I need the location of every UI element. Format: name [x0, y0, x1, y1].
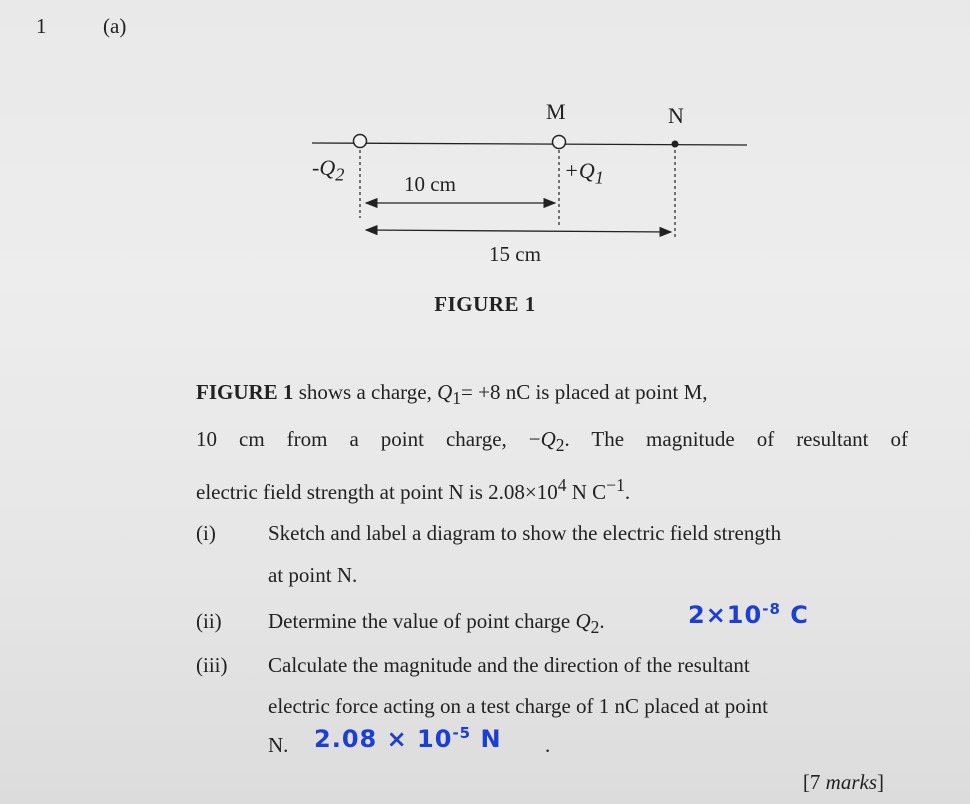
intro-text: 10 cm from a point charge, −	[196, 427, 541, 451]
q-subscript: 1	[452, 388, 462, 409]
label-n: N	[668, 103, 684, 128]
part-iii-dot: .	[545, 733, 551, 757]
part-iii-label: (iii)	[196, 653, 228, 677]
label-m: M	[546, 99, 566, 124]
part-i-label: (i)	[196, 521, 216, 545]
intro-figure-ref: FIGURE 1	[196, 380, 294, 404]
axis-line	[312, 143, 747, 145]
part-i-text-2: at point N.	[268, 563, 358, 587]
answer-iii-unit: N	[471, 725, 502, 753]
part-iii-text-2: electric force acting on a test charge of 1 nC placed at point	[268, 694, 768, 718]
intro-line-1	[196, 380, 708, 409]
arrow-15cm	[366, 230, 671, 232]
charge-q1-marker	[553, 136, 566, 149]
figure-1-diagram	[0, 0, 970, 290]
label-q1	[564, 158, 604, 188]
label-q2	[312, 155, 344, 185]
unit-exponent: −1	[606, 475, 625, 495]
q-subscript: 2	[555, 435, 565, 456]
part-ii-label: (ii)	[196, 609, 222, 633]
answer-ii-base: 2×10	[688, 601, 763, 629]
label-15cm: 15 cm	[489, 242, 541, 266]
figure-caption: FIGURE 1	[434, 292, 536, 316]
marks-text: [7 marks]	[802, 770, 884, 794]
q-subscript: 2	[590, 617, 600, 638]
answer-iii-base: 2.08 × 10	[314, 725, 453, 753]
intro-text: shows a charge,	[293, 380, 438, 404]
charge-q2-marker	[354, 135, 367, 148]
charge-symbol: -Q	[312, 155, 336, 180]
marks-label	[803, 770, 884, 795]
intro-text: electric field strength at point N is 2.08×10	[196, 480, 558, 504]
part-iii-text-3: N.	[268, 733, 289, 757]
handwritten-answer-iii	[314, 724, 502, 753]
intro-line-2	[196, 427, 908, 456]
question-part: (a)	[103, 14, 127, 38]
charge-subscript: 2	[335, 164, 345, 185]
exponent: 4	[557, 475, 567, 495]
answer-iii-exponent: -5	[452, 724, 472, 742]
point-n-dot	[672, 141, 679, 148]
charge-symbol: +Q	[564, 158, 595, 183]
intro-text: = +8 nC is placed at point M,	[461, 380, 708, 404]
marks-word: marks	[825, 770, 877, 794]
answer-ii-unit: C	[780, 601, 809, 629]
part-ii-period: .	[599, 609, 605, 633]
charge-subscript: 1	[594, 167, 604, 188]
q-symbol: Q	[575, 609, 591, 633]
q-symbol: Q	[437, 380, 453, 404]
part-i-text-1: Sketch and label a diagram to show the electric field strength	[268, 521, 782, 545]
intro-text: .	[624, 480, 631, 504]
intro-text: . The magnitude of resultant of	[564, 427, 908, 451]
part-ii-text	[268, 609, 605, 638]
part-ii-question: Determine the value of point charge	[268, 609, 576, 633]
label-10cm: 10 cm	[404, 172, 456, 196]
intro-text: N C	[566, 480, 607, 504]
question-number: 1	[36, 14, 47, 38]
intro-line-3	[196, 475, 630, 505]
part-iii-text-1: Calculate the magnitude and the direction of the resultant	[268, 653, 750, 677]
handwritten-answer-ii	[688, 600, 809, 629]
q-symbol: Q	[540, 427, 556, 451]
answer-ii-exponent: -8	[762, 600, 781, 618]
